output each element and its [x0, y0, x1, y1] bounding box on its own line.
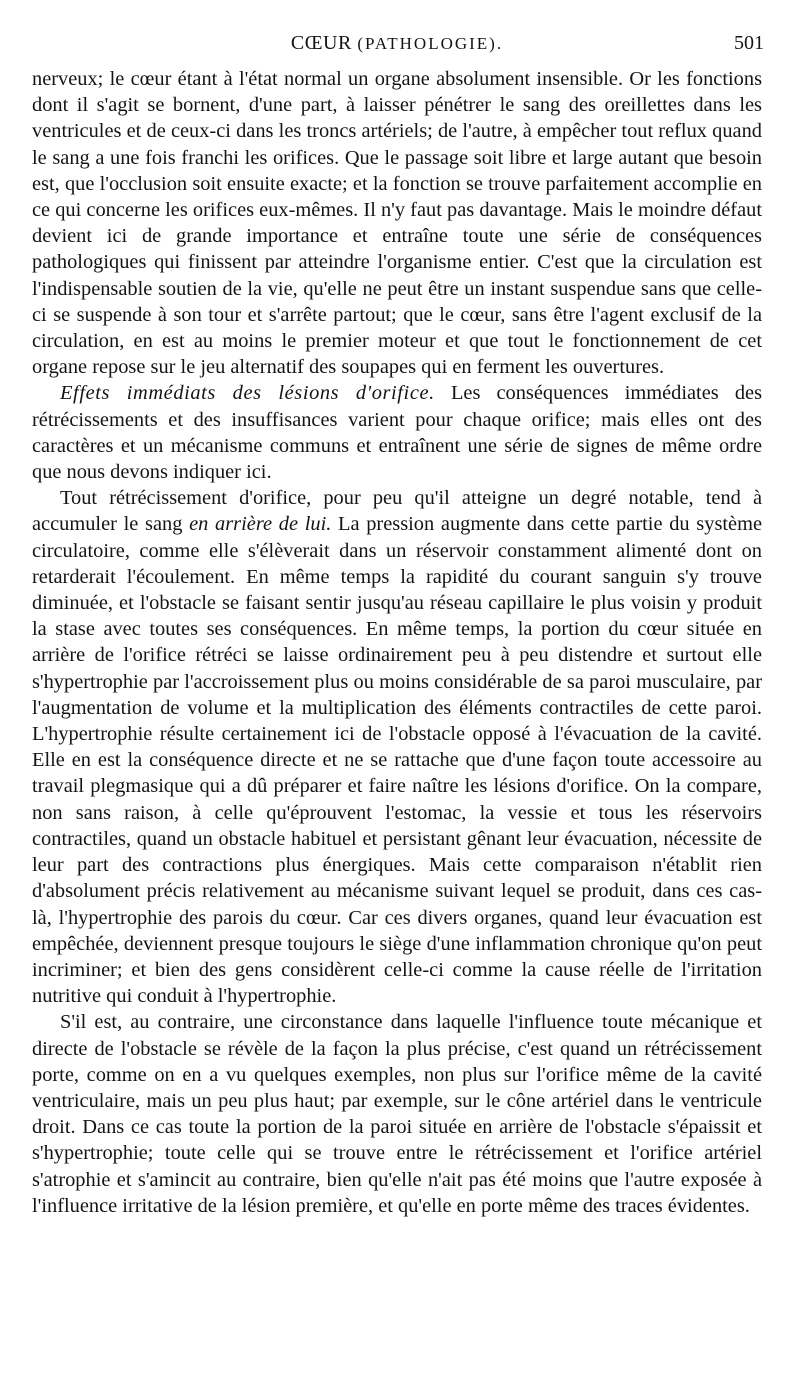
paragraph-4 [32, 1009, 762, 1219]
paragraph-2-text: Les conséquences immédiates des rétrécissements et des insuffisances varient pour chaque orifice; mais elles ont des caractères et un mécanisme communs et entraînent une série de signes de même ordre que nous devons indiquer ici. [32, 382, 762, 484]
paragraph-4-text: S'il est, au contraire, une circonstance dans laquelle l'influence toute mécanique et directe de l'obstacle se révèle de la façon la plus précise, c'est quand un rétrécissement porte, comme on en a vu quelques exemples, non plus sur l'orifice même de la cavité ventriculaire, mais un peu plus haut; par exemple, sur le cône artériel dans le ventricule droit. Dans ce cas toute la portion de la paroi située en arrière de l'obstacle s'épaissit et s'hypertrophie; toute celle qui se trouve entre le rétrécissement et l'orifice artériel s'atrophie et s'amincit au contraire, bien qu'elle n'ait pas été moins que l'autre exposée à l'influence irritative de la lésion première, et qu'elle en porte même des traces évidentes. [32, 1011, 762, 1217]
body-text [32, 66, 762, 1219]
paragraph-3-text-after: La pression augmente dans cette partie du système circulatoire, comme elle s'élèverait dans un réservoir constamment alimenté dont on retarderait l'écoulement. En même temps la rapidité du courant sanguin s'y trouve diminuée, et l'obstacle se faisant sentir jusqu'au réseau capillaire le plus voisin y produit la stase avec toutes ses conséquences. En même temps, la portion du cœur située en arrière de l'orifice rétréci se laisse ordinairement peu à peu distendre et surtout elle s'hypertrophie par l'accroissement plus ou moins considérable de sa paroi musculaire, par l'augmentation de volume et la multiplication des éléments contractiles de cette paroi. L'hypertrophie résulte certainement ici de l'obstacle opposé à l'évacuation de la cavité. Elle en est la conséquence directe et ne se rattache que d'une façon toute accessoire au travail plegmasique qui a dû préparer et faire naître les lésions d'orifice. On la compare, non sans raison, à celle qu'éprouvent l'estomac, la vessie et tous les réservoirs contractiles, quand un obstacle habituel et persistant gênant leur évacuation, nécessite de leur part des contractions plus énergiques. Mais cette comparaison n'établit rien d'absolument précis relativement au mécanisme suivant lequel se produit, dans ces cas-là, l'hypertrophie des parois du cœur. Car ces divers organes, quand leur évacuation est empêchée, deviennent presque toujours le siège d'une inflammation chronique qu'on peut incriminer; et bien des gens considèrent celle-ci comme la cause réelle de l'irritation nutritive qui conduit à l'hypertrophie. [32, 513, 763, 1008]
paragraph-3 [32, 485, 762, 1009]
section-heading: Effets immédiats des lésions d'orifice. [60, 382, 435, 405]
paragraph-1 [32, 66, 762, 380]
running-title-sub: (PATHOLOGIE). [357, 34, 504, 53]
running-title [32, 32, 762, 55]
book-page [32, 0, 762, 1219]
page-number: 501 [734, 32, 764, 54]
paragraph-3-text-before: Tout rétrécissement d'orifice, pour peu qu'il atteigne un degré notable, tend à accumuler le sang [32, 487, 762, 536]
running-title-main: CŒUR [290, 32, 352, 54]
page-header [32, 0, 762, 66]
paragraph-2 [32, 380, 762, 485]
paragraph-1-text: nerveux; le cœur étant à l'état normal un organe absolument insensible. Or les fonctions dont il s'agit se bornent, d'une part, à laisser pénétrer le sang des oreillettes dans les ventricules et de ceux-ci dans les troncs artériels; de l'autre, à empêcher tout reflux quand le sang a une fois franchi les orifices. Que le passage soit libre et large autant que besoin est, que l'occlusion soit ensuite exacte; et la fonction se trouve parfaitement accomplie en ce qui concerne les orifices eux-mêmes. Il n'y faut pas davantage. Mais le moindre défaut devient ici de grande importance et entraîne toute une série de conséquences pathologiques qui finissent par atteindre l'organisme entier. C'est que la circulation est l'indispensable soutien de la vie, qu'elle ne peut être un instant suspendue sans que celle-ci se suspende à son tour et s'arrête partout; que le cœur, sans être l'agent exclusif de la circulation, en est au moins le premier moteur et que tout le fonctionnement de cet organe repose sur le jeu alternatif des soupapes qui en ferment les ouvertures. [32, 68, 762, 379]
paragraph-3-emphasis: en arrière de lui. [189, 513, 332, 536]
